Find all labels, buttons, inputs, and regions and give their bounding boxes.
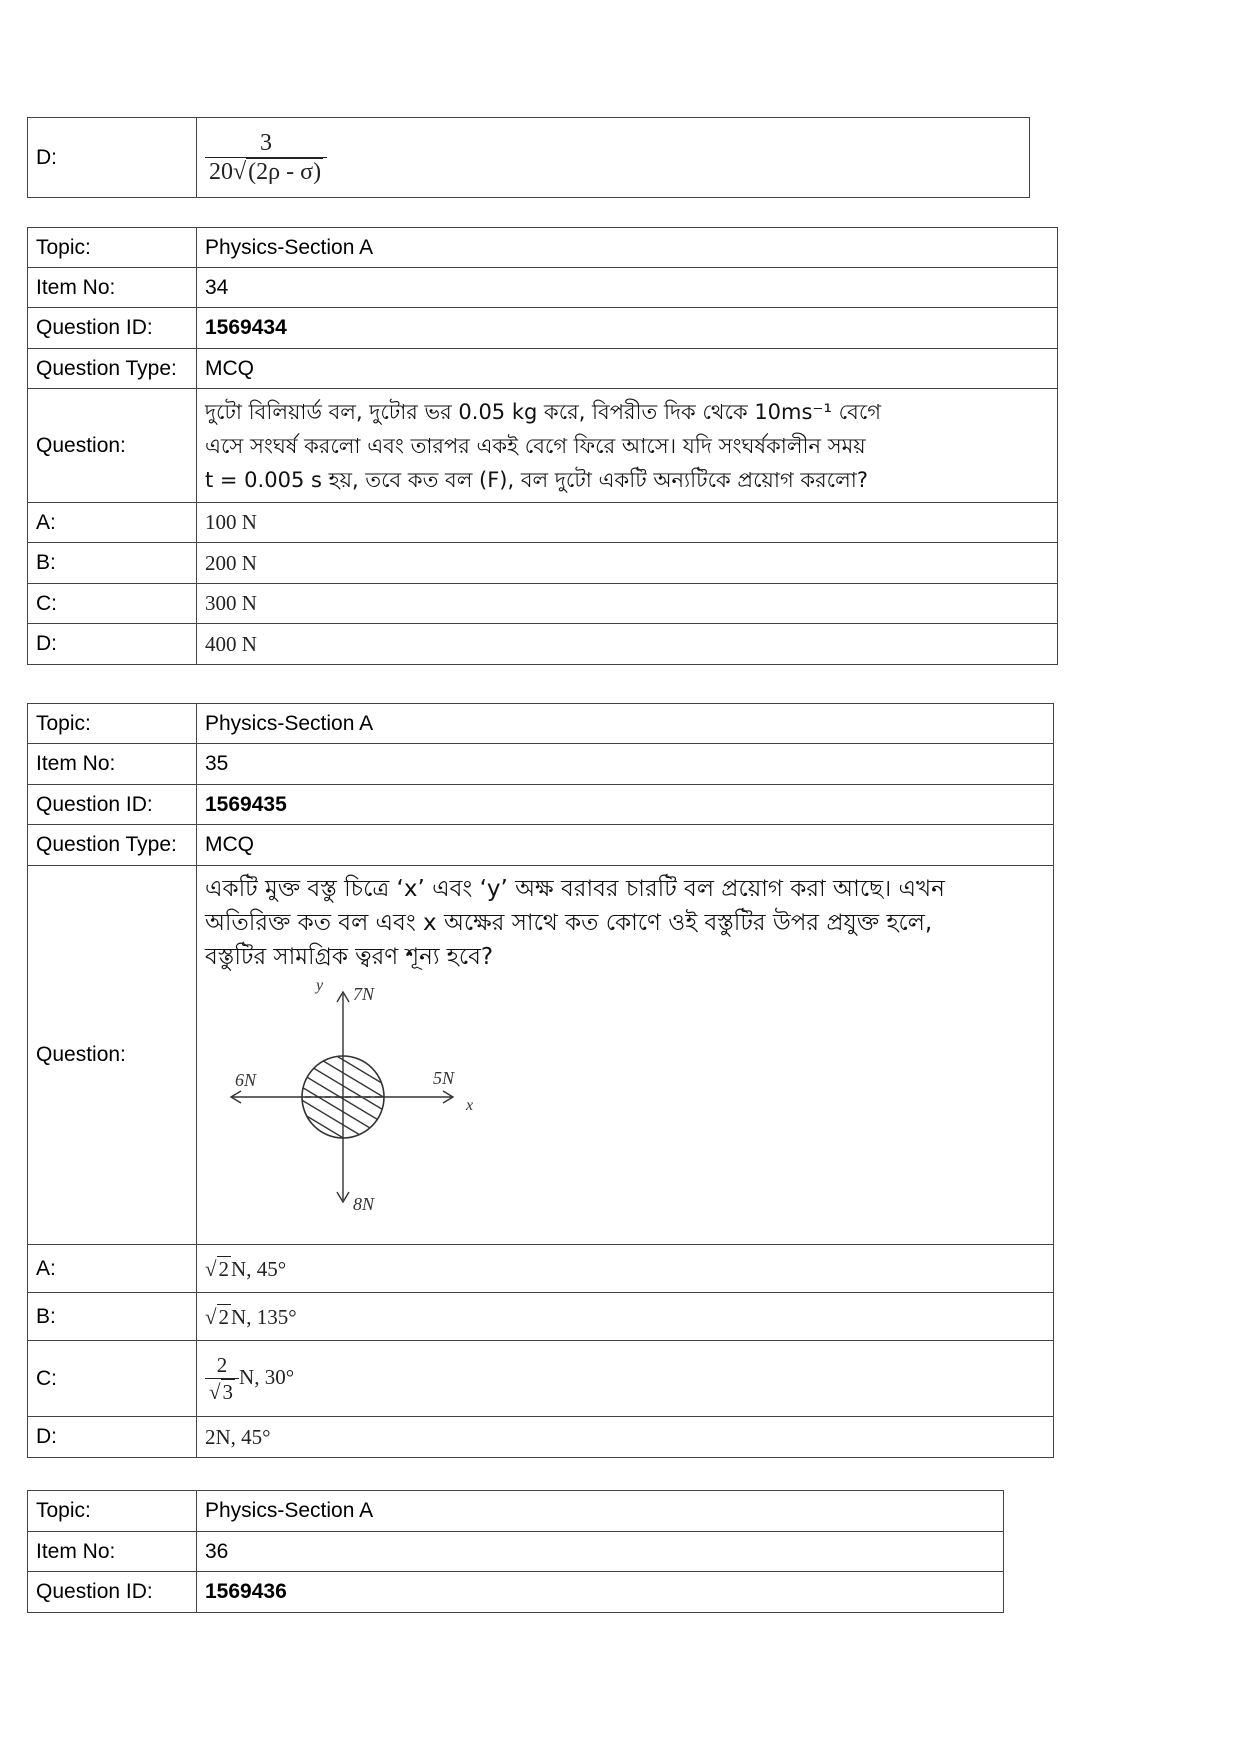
question-id-label: Question ID: <box>28 785 197 825</box>
option-c-value <box>197 1341 1054 1417</box>
question-id-label: Question ID: <box>28 308 197 349</box>
topic-value: Physics-Section A <box>197 1491 1004 1532</box>
fraction <box>205 1353 239 1405</box>
radicand: 3 <box>222 1379 234 1404</box>
item-no-value: 36 <box>197 1532 1004 1572</box>
force-diagram <box>210 974 500 1222</box>
radicand: 2 <box>218 1304 230 1329</box>
question-id-value: 1569436 <box>197 1572 1004 1613</box>
option-d-value: 400 N <box>197 624 1058 665</box>
question-type-value: MCQ <box>197 349 1058 389</box>
right-force-label: 5N <box>433 1068 455 1088</box>
question-id-value: 1569434 <box>197 308 1058 349</box>
question-label: Question: <box>28 389 197 503</box>
sqrt-sign: √ <box>205 1256 217 1281</box>
sqrt-sign: √ <box>205 1304 217 1329</box>
item-no-value: 35 <box>197 744 1054 785</box>
question-line: দুটো বিলিয়ার্ড বল, দুটোর ভর 0.05 kg করে, বিপরীত দিক থেকে 10ms⁻¹ বেগে <box>205 399 882 424</box>
question-line: একটি মুক্ত বস্তু চিত্রে ‘x’ এবং ‘y’ অক্ষ বরাবর চারটি বল প্রয়োগ করা আছে। এখন <box>205 876 945 902</box>
option-c-rest: N, 30° <box>239 1364 295 1389</box>
option-a-value: 100 N <box>197 503 1058 543</box>
question-id-label: Question ID: <box>28 1572 197 1613</box>
x-axis-label: x <box>466 1097 474 1114</box>
option-d-label: D: <box>28 118 197 198</box>
radicand: (2ρ - σ) <box>248 158 322 185</box>
question-table-35 <box>27 703 1054 1458</box>
item-no-label: Item No: <box>28 744 197 785</box>
question-type-label: Question Type: <box>28 825 197 866</box>
question-type-label: Question Type: <box>28 349 197 389</box>
item-no-label: Item No: <box>28 268 197 308</box>
topic-value: Physics-Section A <box>197 704 1054 744</box>
option-c-label: C: <box>28 584 197 624</box>
option-d-label: D: <box>28 624 197 665</box>
option-a-label: A: <box>28 1245 197 1293</box>
question-id-value: 1569435 <box>197 785 1054 825</box>
option-c-value: 300 N <box>197 584 1058 624</box>
option-a-label: A: <box>28 503 197 543</box>
denominator: 20√(2ρ - σ) <box>205 157 327 186</box>
question-type-value: MCQ <box>197 825 1054 866</box>
option-c-label: C: <box>28 1341 197 1417</box>
body-hatching <box>290 1015 390 1166</box>
option-a-value <box>197 1245 1054 1293</box>
option-d-value <box>197 118 1030 198</box>
sqrt-sign: √ <box>209 1379 221 1404</box>
down-force-label: 8N <box>353 1194 375 1214</box>
option-b-value: 200 N <box>197 543 1058 584</box>
left-force-label: 6N <box>235 1070 257 1090</box>
topic-label: Topic: <box>28 1491 197 1532</box>
option-b-label: B: <box>28 543 197 584</box>
question-table-36 <box>27 1490 1004 1613</box>
option-b-rest: N, 135° <box>231 1304 297 1329</box>
sqrt-sign: √ <box>233 158 247 185</box>
option-b-value <box>197 1293 1054 1341</box>
question-text <box>205 872 1053 974</box>
item-no-label: Item No: <box>28 1532 197 1572</box>
question-table-34 <box>27 227 1058 665</box>
numerator: 2 <box>216 1352 228 1377</box>
option-d-value: 2N, 45° <box>197 1417 1054 1458</box>
topic-label: Topic: <box>28 228 197 268</box>
y-axis-label: y <box>316 977 324 994</box>
question-text <box>197 389 1058 503</box>
up-force-label: 7N <box>353 984 375 1004</box>
topic-label: Topic: <box>28 704 197 744</box>
item-no-value: 34 <box>197 268 1058 308</box>
fraction <box>205 130 327 186</box>
question-line: অতিরিক্ত কত বল এবং x অক্ষের সাথে কত কোণে ওই বস্তুটির উপর প্রযুক্ত হলে, <box>205 910 933 936</box>
question-content <box>197 866 1054 1245</box>
question-line: t = 0.005 s হয়, তবে কত বল (F), বল দুটো একটি অন্যটিকে প্রয়োগ করলো? <box>205 467 868 492</box>
option-d-label: D: <box>28 1417 197 1458</box>
option-b-label: B: <box>28 1293 197 1341</box>
option-a-rest: N, 45° <box>231 1256 287 1281</box>
radicand: 2 <box>218 1256 230 1281</box>
numerator: 3 <box>260 129 273 156</box>
question-label: Question: <box>28 866 197 1245</box>
question-line: এসে সংঘর্ষ করলো এবং তারপর একই বেগে ফিরে আসে। যদি সংঘর্ষকালীন সময় <box>205 433 866 458</box>
question-line: বস্তুটির সামগ্রিক ত্বরণ শূন্য হবে? <box>205 944 494 970</box>
denominator <box>205 1378 239 1405</box>
question-table-continued <box>27 117 1030 198</box>
topic-value: Physics-Section A <box>197 228 1058 268</box>
